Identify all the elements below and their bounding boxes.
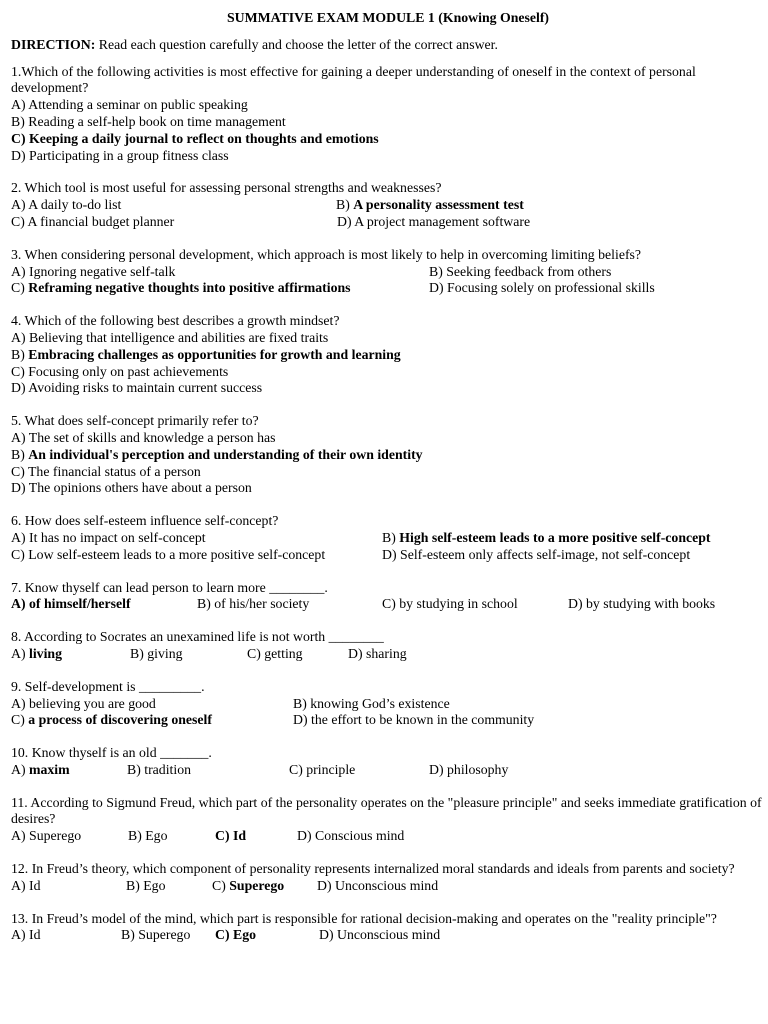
option-c-answer (11, 280, 351, 297)
option-text: believing you are good (29, 695, 156, 711)
option-letter: B) (336, 197, 354, 213)
option-text: Keeping a daily journal to reflect on thoughts and emotions (29, 130, 379, 146)
question-text: 3. When considering personal development, which approach is most likely to help in overcoming limiting beliefs? (11, 246, 642, 262)
question-8 (11, 629, 768, 663)
option-letter: D) (429, 280, 448, 296)
option-c-answer (11, 131, 768, 148)
option-b (197, 596, 309, 613)
option-letter: C) (247, 645, 265, 661)
option-text: Ego (145, 828, 168, 844)
question-text: 5. What does self-concept primarily refer to? (11, 413, 259, 429)
question-text: 11. According to Sigmund Freud, which part of the personality operates on the "pleasure principle" and seeks immediate gratification of desires? (11, 794, 762, 827)
option-letter: B) (130, 645, 148, 661)
option-d (11, 148, 768, 165)
option-letter: C) (11, 712, 29, 728)
option-text: ) of himself/herself (20, 596, 131, 612)
option-letter: B) (197, 596, 215, 612)
option-text: It has no impact on self-concept (29, 529, 206, 545)
option-text: Id (29, 927, 41, 943)
option-text: living (29, 645, 62, 661)
question-text: 13. In Freud’s model of the mind, which part is responsible for rational decision-making and operates on the "reality principle"? (11, 910, 717, 926)
option-a (11, 264, 175, 281)
option-text: Unconscious mind (335, 877, 439, 893)
option-b (126, 878, 165, 895)
option-letter: B) (11, 346, 29, 362)
option-letter: C) (212, 877, 230, 893)
option-a (11, 530, 206, 547)
option-letter: A) (11, 329, 30, 345)
option-a-answer (11, 596, 131, 613)
option-letter: C) (11, 130, 30, 146)
option-text: maxim (29, 761, 70, 777)
option-letter: D) (319, 927, 338, 943)
option-text: getting (264, 645, 303, 661)
option-d (382, 547, 690, 564)
option-letter: B) (126, 877, 144, 893)
option-a-answer (11, 762, 70, 779)
option-d (337, 214, 530, 231)
option-c-answer (11, 712, 212, 729)
option-text: Superego (29, 828, 82, 844)
option-letter: D) (297, 828, 316, 844)
option-d (429, 280, 655, 297)
option-text: C) Id (215, 828, 247, 844)
option-c (382, 596, 518, 613)
option-letter: D) (317, 877, 336, 893)
question-text: 6. How does self-esteem influence self-concept? (11, 513, 279, 529)
option-text: Reframing negative thoughts into positive affirmations (28, 280, 351, 296)
option-letter: A) (11, 97, 29, 113)
option-letter: D) (568, 596, 587, 612)
option-b (130, 646, 183, 663)
option-letter: C) (11, 546, 29, 562)
option-letter: A) (11, 529, 30, 545)
option-text: tradition (144, 761, 191, 777)
option-letter: B) (127, 761, 145, 777)
question-text: 12. In Freud’s theory, which component of personality represents internalized moral standards and ideals from parents and society? (11, 861, 735, 877)
question-text: 9. Self-development is _________. (11, 678, 205, 694)
option-letter: C) (11, 463, 28, 479)
option-d (11, 480, 768, 497)
option-letter: D) (11, 147, 30, 163)
exam-title: SUMMATIVE EXAM MODULE 1 (Knowing Oneself) (226, 10, 550, 25)
option-letter: D) (429, 761, 448, 777)
option-text: principle (306, 761, 356, 777)
option-c (247, 646, 303, 663)
option-letter: B) (382, 529, 400, 545)
question-text: 7. Know thyself can lead person to learn more ________. (11, 579, 328, 595)
option-b (11, 114, 768, 131)
option-c (11, 464, 768, 481)
option-text: A project management software (354, 213, 531, 229)
option-a (11, 197, 121, 214)
question-1 (11, 64, 768, 165)
option-letter: C) (11, 213, 28, 229)
option-text: Embracing challenges as opportunities for growth and learning (28, 346, 401, 362)
option-text: Ignoring negative self-talk (29, 263, 176, 279)
option-letter: A) (11, 828, 30, 844)
option-text: A personality assessment test (353, 197, 524, 213)
option-c (11, 547, 325, 564)
option-text: Unconscious mind (337, 927, 441, 943)
option-letter: D) (293, 712, 312, 728)
option-letter: A) (11, 761, 30, 777)
option-text: The set of skills and knowledge a person has (28, 429, 276, 445)
option-letter: B) (128, 828, 146, 844)
option-c (289, 762, 355, 779)
option-text: Avoiding risks to maintain current success (28, 380, 263, 396)
option-d (319, 927, 440, 944)
option-text: Low self-esteem leads to a more positive self-concept (28, 546, 326, 562)
question-text: 10. Know thyself is an old _______. (11, 745, 212, 761)
option-text: A financial budget planner (27, 213, 175, 229)
option-b-answer (336, 197, 524, 214)
option-text: Conscious mind (315, 828, 405, 844)
question-7 (11, 580, 768, 614)
option-text: The opinions others have about a person (28, 480, 252, 496)
option-text: Seeking feedback from others (446, 263, 612, 279)
option-text: of his/her society (214, 596, 310, 612)
option-a (11, 330, 768, 347)
option-b (429, 264, 611, 281)
option-text: Focusing solely on professional skills (447, 280, 655, 296)
option-letter: A) (11, 263, 30, 279)
option-a-answer (11, 646, 62, 663)
question-12 (11, 861, 768, 895)
option-text: Superego (138, 927, 191, 943)
question-3 (11, 247, 768, 297)
option-text: Superego (229, 877, 285, 893)
option-text: the effort to be known in the community (311, 712, 535, 728)
option-b (293, 696, 450, 713)
option-letter: D) (337, 213, 355, 229)
option-text: Focusing only on past achievements (28, 363, 229, 379)
option-letter: C) (11, 280, 29, 296)
option-b-answer (382, 530, 711, 547)
option-text: a process of discovering oneself (28, 712, 212, 728)
option-d (317, 878, 438, 895)
question-4 (11, 313, 768, 397)
direction-text: Read each question carefully and choose the letter of the correct answer. (95, 36, 498, 52)
question-text: 2. Which tool is most useful for assessing personal strengths and weaknesses? (11, 180, 442, 196)
option-text: Self-esteem only affects self-image, not self-concept (400, 546, 691, 562)
option-letter: B) (429, 263, 447, 279)
option-text: knowing God’s existence (310, 695, 450, 711)
option-a (11, 878, 41, 895)
option-text: by studying in school (399, 596, 518, 612)
question-10 (11, 745, 768, 779)
option-text: sharing (366, 645, 407, 661)
option-text: by studying with books (586, 596, 716, 612)
option-text: Participating in a group fitness class (29, 147, 229, 163)
option-text: philosophy (447, 761, 509, 777)
option-c-answer (215, 927, 256, 944)
option-letter: D) (382, 546, 401, 562)
question-9 (11, 679, 768, 729)
option-text: Id (29, 877, 41, 893)
option-d (11, 380, 768, 397)
question-2 (11, 180, 768, 230)
option-c-answer (212, 878, 284, 895)
question-text: 8. According to Socrates an unexamined life is not worth ________ (11, 629, 384, 645)
direction (11, 37, 768, 54)
option-d (429, 762, 508, 779)
option-text: High self-esteem leads to a more positive self-concept (399, 529, 711, 545)
option-letter: A) (11, 877, 30, 893)
question-13 (11, 911, 768, 945)
option-b (128, 828, 167, 845)
option-letter: A) (11, 645, 30, 661)
option-b (127, 762, 191, 779)
option-b-answer (11, 347, 768, 364)
option-letter: A) (11, 927, 30, 943)
option-b (121, 927, 190, 944)
option-text: Ego (143, 877, 166, 893)
option-letter: A) (11, 429, 29, 445)
option-a (11, 927, 41, 944)
option-text: A daily to-do list (28, 197, 122, 213)
question-11 (11, 795, 768, 845)
direction-label: DIRECTION: (11, 36, 96, 52)
option-letter: B) (293, 695, 311, 711)
option-letter: C) (11, 363, 29, 379)
option-b-answer (11, 447, 768, 464)
option-text: C) Ego (215, 927, 257, 943)
option-d (293, 712, 534, 729)
option-a (11, 828, 81, 845)
option-letter: C) (289, 761, 307, 777)
option-text: giving (147, 645, 183, 661)
option-c (11, 364, 768, 381)
option-d (348, 646, 407, 663)
option-a (11, 696, 156, 713)
option-d (297, 828, 404, 845)
option-text: An individual's perception and understanding of their own identity (28, 446, 423, 462)
option-text: Reading a self-help book on time management (28, 113, 286, 129)
option-letter: D) (348, 645, 367, 661)
question-text: 1.Which of the following activities is most effective for gaining a deeper understanding of oneself in the context of personal development? (11, 63, 696, 96)
option-letter: D) (11, 480, 29, 496)
option-letter: B) (11, 446, 29, 462)
option-c (11, 214, 174, 231)
option-letter: A (11, 596, 21, 612)
question-5 (11, 413, 768, 497)
question-6 (11, 513, 768, 563)
option-letter: C) (382, 596, 400, 612)
option-letter: A) (11, 197, 29, 213)
option-a (11, 97, 768, 114)
option-letter: D) (11, 380, 29, 396)
option-letter: B) (11, 113, 29, 129)
option-d (568, 596, 715, 613)
option-c-answer (215, 828, 246, 845)
option-text: Attending a seminar on public speaking (28, 97, 248, 113)
option-text: The financial status of a person (28, 463, 201, 479)
option-letter: B) (121, 927, 139, 943)
option-a (11, 430, 768, 447)
option-text: Believing that intelligence and abilities are fixed traits (29, 329, 329, 345)
question-text: 4. Which of the following best describes a growth mindset? (11, 313, 340, 329)
option-letter: A) (11, 695, 30, 711)
